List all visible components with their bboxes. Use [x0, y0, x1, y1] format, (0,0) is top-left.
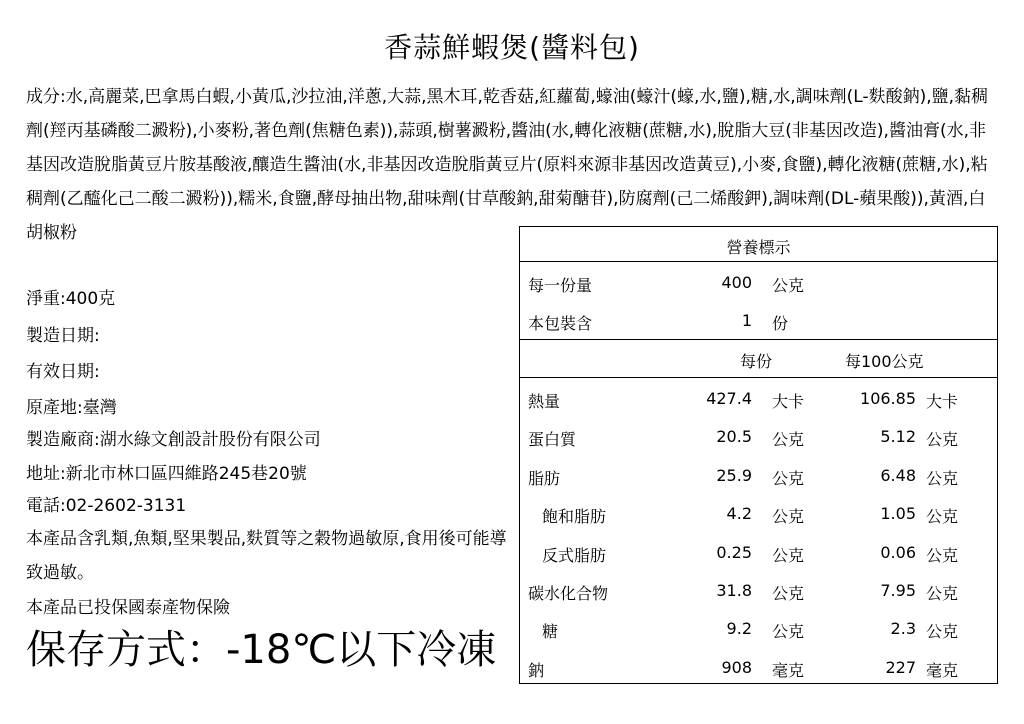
nutrient-name: 熱量 [528, 392, 561, 411]
nutrient-name: 飽和脂肪 [542, 507, 607, 527]
nutrient-per-serving: 25.9 [716, 465, 752, 485]
nutrient-unit-per-100g: 公克 [926, 545, 959, 565]
nutrient-per-100g: 106.85 [860, 389, 916, 408]
nutrient-per-serving: 0.25 [716, 542, 752, 562]
nutrient-per-100g: 5.12 [880, 427, 916, 447]
nutrient-unit-per-serving: 公克 [772, 584, 805, 603]
divider [520, 339, 997, 340]
nutrient-per-serving: 427.4 [706, 389, 752, 408]
nutrient-unit-per-serving: 毫克 [772, 660, 805, 680]
nutrient-unit-per-serving: 公克 [772, 468, 805, 488]
nutrient-unit-per-serving: 公克 [772, 622, 805, 642]
serving-size-label: 每一份量 [528, 276, 593, 295]
serving-size-value: 400 [721, 273, 752, 292]
nutrient-unit-per-100g: 公克 [926, 468, 959, 488]
nutrient-per-serving: 20.5 [716, 427, 752, 447]
nutrient-name: 糖 [542, 622, 559, 642]
nutrient-unit-per-serving: 公克 [772, 430, 805, 450]
product-title: 香蒜鮮蝦煲(醬料包) [384, 31, 640, 64]
nutrient-per-100g: 7.95 [880, 581, 916, 600]
nutrient-per-100g: 6.48 [880, 465, 916, 485]
servings-value: 1 [741, 311, 752, 330]
nutrition-header: 營養標示 [726, 238, 791, 257]
nutrient-unit-per-100g: 大卡 [926, 392, 959, 411]
nutrition-table [519, 226, 998, 684]
nutrient-unit-per-100g: 毫克 [926, 660, 959, 680]
phone: 電話:02-2602-3131 [26, 496, 187, 516]
nutrient-unit-per-100g: 公克 [926, 430, 959, 450]
nutrient-per-serving: 908 [721, 657, 752, 677]
nutrient-name: 碳水化合物 [528, 584, 609, 603]
nutrient-name: 反式脂肪 [542, 545, 607, 565]
nutrient-unit-per-serving: 公克 [772, 545, 805, 565]
nutrient-unit-per-serving: 公克 [772, 507, 805, 527]
col-per-serving: 每份 [740, 352, 773, 371]
origin: 原產地:臺灣 [26, 398, 117, 418]
nutrient-per-serving: 9.2 [726, 619, 752, 639]
manufacturer: 製造廠商:湖水綠文創設計股份有限公司 [26, 430, 321, 450]
nutrient-per-100g: 1.05 [880, 504, 916, 524]
nutrient-per-serving: 4.2 [726, 504, 752, 524]
expiry-date: 有效日期: [26, 362, 100, 382]
nutrient-per-100g: 227 [885, 657, 916, 677]
divider [520, 377, 997, 378]
net-weight: 淨重:400克 [26, 289, 116, 309]
serving-size-unit: 公克 [772, 276, 805, 295]
col-per-100g: 每100公克 [845, 352, 924, 371]
allergen-warning: 本產品含乳類,魚類,堅果製品,麩質等之穀物過敏原,食用後可能導致過敏。 [26, 529, 507, 583]
nutrient-unit-per-100g: 公克 [926, 622, 959, 642]
nutrient-per-100g: 0.06 [880, 542, 916, 562]
servings-unit: 份 [772, 314, 789, 333]
manufacture-date: 製造日期: [26, 326, 100, 346]
nutrient-name: 鈉 [528, 660, 545, 680]
nutrient-unit-per-serving: 大卡 [772, 392, 805, 411]
nutrient-name: 蛋白質 [528, 430, 577, 450]
nutrient-per-serving: 31.8 [716, 581, 752, 600]
insurance-note: 本產品已投保國泰產物保險 [26, 598, 230, 618]
storage-method: 保存方式：-18℃以下冷凍 [26, 627, 497, 673]
divider [520, 261, 997, 262]
nutrient-unit-per-100g: 公克 [926, 507, 959, 527]
address: 地址:新北市林口區四維路245巷20號 [26, 464, 307, 484]
nutrient-per-100g: 2.3 [890, 619, 916, 639]
servings-label: 本包裝含 [528, 314, 593, 333]
ingredients-text: 成分:水,高麗菜,巴拿馬白蝦,小黃瓜,沙拉油,洋蔥,大蒜,黑木耳,乾香菇,紅蘿蔔,蠔油(蠔汁(蠔,水,鹽),糖,水,調味劑(L-麩酸鈉),鹽,黏稠劑(羥丙基磷酸二澱粉),小麥粉,著色劑(焦糖色素)),蒜頭,樹薯澱粉,醬油(水,轉化液糖(蔗糖,水),脫脂大豆(非基因改造),醬油膏(水,非基因改造脫脂黃豆片胺基酸液,釀造生醬油(水,非基因改造脫脂黃豆片(原料來源非基因改造黃豆),小麥,食鹽),轉化液糖(蔗糖,水),粘稠劑(乙醯化己二酸二澱粉)),糯米,食鹽,酵母抽出物,甜味劑(甘草酸鈉,甜菊醣苷),防腐劑(己二烯酸鉀),調味劑(DL-蘋果酸)),黃酒,白胡椒粉 [26, 87, 989, 243]
nutrient-unit-per-100g: 公克 [926, 584, 959, 603]
nutrient-name: 脂肪 [528, 468, 561, 488]
